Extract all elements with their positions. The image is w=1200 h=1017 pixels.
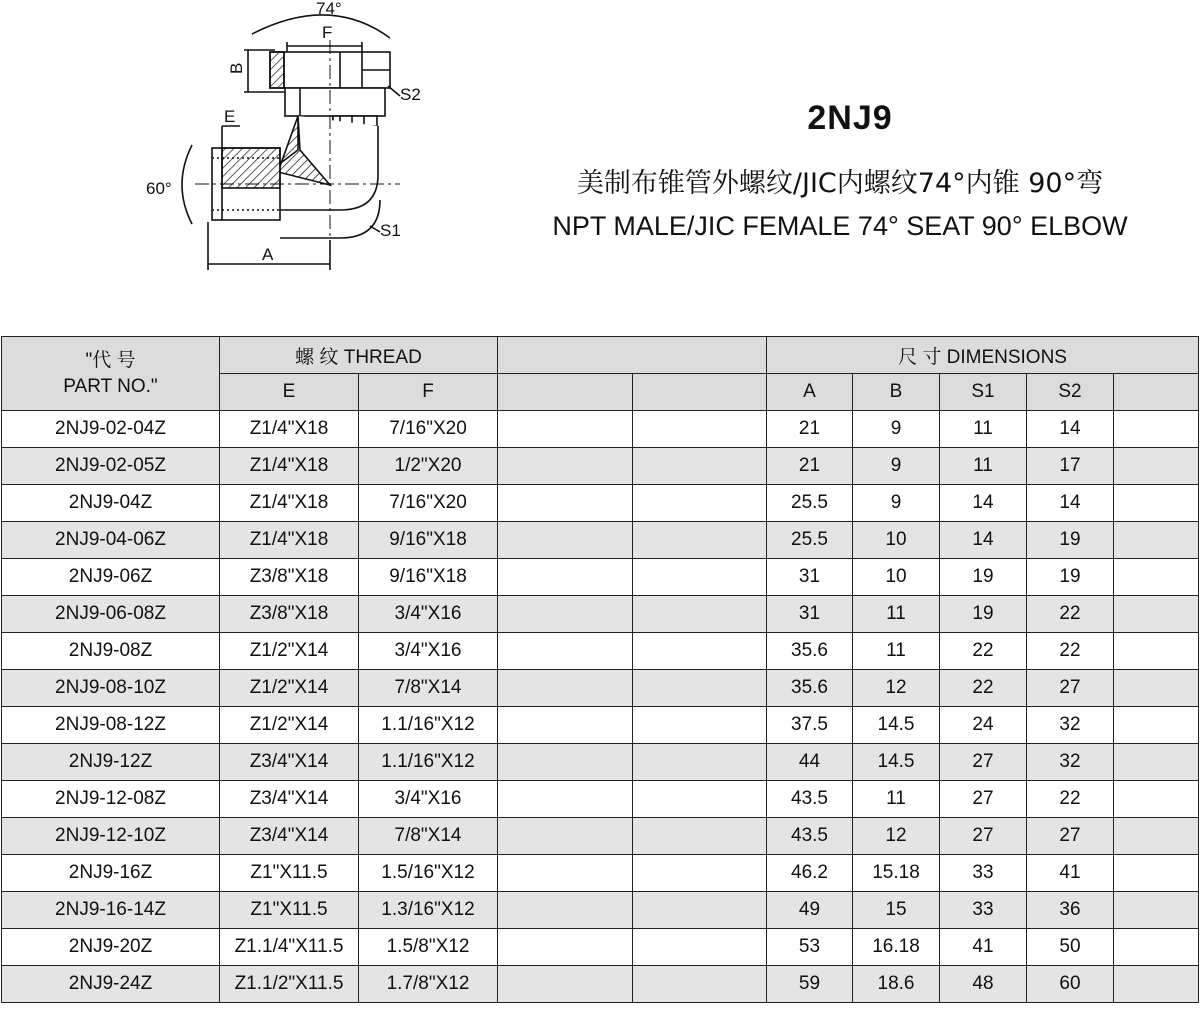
dim-s1-cell: 24 xyxy=(940,707,1027,744)
dim-a-cell: 59 xyxy=(767,966,853,1003)
part-number-cell: 2NJ9-08-10Z xyxy=(2,670,220,707)
thread-f-cell: 1.5/8"X12 xyxy=(359,929,498,966)
thread-f-cell: 1/2"X20 xyxy=(359,448,498,485)
blank-header xyxy=(498,337,767,374)
blank-cell xyxy=(1114,448,1199,485)
thread-f-cell: 3/4"X16 xyxy=(359,596,498,633)
thread-f-cell: 7/16"X20 xyxy=(359,411,498,448)
dim-s2-cell: 22 xyxy=(1027,633,1114,670)
dim-s1-cell: 11 xyxy=(940,411,1027,448)
dim-s1-cell: 14 xyxy=(940,485,1027,522)
product-code: 2NJ9 xyxy=(807,99,893,137)
part-number-cell: 2NJ9-06-08Z xyxy=(2,596,220,633)
label-74deg: 74° xyxy=(316,0,342,18)
col-header-s1: S1 xyxy=(940,374,1027,411)
blank-cell xyxy=(633,485,767,522)
thread-f-cell: 9/16"X18 xyxy=(359,522,498,559)
table-row xyxy=(2,966,1199,1003)
label-e: E xyxy=(224,107,236,126)
col-header-e: E xyxy=(220,374,359,411)
thread-f-cell: 3/4"X16 xyxy=(359,781,498,818)
dim-b-cell: 16.18 xyxy=(853,929,940,966)
blank-cell xyxy=(633,633,767,670)
part-number-cell: 2NJ9-12Z xyxy=(2,744,220,781)
table-row xyxy=(2,855,1199,892)
description-chinese: 美制布锥管外螺纹/JIC内螺纹74°内锥 90°弯 xyxy=(576,168,1104,199)
dim-s1-cell: 41 xyxy=(940,929,1027,966)
dim-s1-cell: 27 xyxy=(940,818,1027,855)
dim-b-cell: 14.5 xyxy=(853,744,940,781)
blank-cell xyxy=(498,596,633,633)
dim-a-cell: 35.6 xyxy=(767,633,853,670)
title-block xyxy=(480,96,1200,244)
blank-cell xyxy=(1114,633,1199,670)
thread-e-cell: Z1/4"X18 xyxy=(220,448,359,485)
dim-s2-cell: 17 xyxy=(1027,448,1114,485)
dim-s1-cell: 33 xyxy=(940,892,1027,929)
thread-e-cell: Z3/8"X18 xyxy=(220,559,359,596)
part-number-header: "代 号 PART NO." xyxy=(2,337,220,411)
blank-cell xyxy=(1114,892,1199,929)
blank-cell xyxy=(633,929,767,966)
dim-s2-cell: 14 xyxy=(1027,485,1114,522)
part-number-cell: 2NJ9-04Z xyxy=(2,485,220,522)
part-number-cell: 2NJ9-12-08Z xyxy=(2,781,220,818)
table-row xyxy=(2,744,1199,781)
dim-b-cell: 18.6 xyxy=(853,966,940,1003)
thread-e-cell: Z3/8"X18 xyxy=(220,596,359,633)
dim-s2-cell: 50 xyxy=(1027,929,1114,966)
dim-b-cell: 11 xyxy=(853,633,940,670)
blank-cell xyxy=(1114,670,1199,707)
dim-a-cell: 35.6 xyxy=(767,670,853,707)
blank-cell xyxy=(633,411,767,448)
dim-b-cell: 11 xyxy=(853,781,940,818)
fitting-technical-drawing xyxy=(140,0,440,272)
label-60deg: 60° xyxy=(146,179,172,198)
part-number-cell: 2NJ9-16-14Z xyxy=(2,892,220,929)
table-row xyxy=(2,818,1199,855)
dim-s2-cell: 41 xyxy=(1027,855,1114,892)
blank-cell xyxy=(633,892,767,929)
blank-cell xyxy=(1114,485,1199,522)
thread-f-cell: 1.1/16"X12 xyxy=(359,744,498,781)
dim-s1-cell: 19 xyxy=(940,596,1027,633)
dim-s1-cell: 14 xyxy=(940,522,1027,559)
thread-e-cell: Z1/4"X18 xyxy=(220,411,359,448)
thread-e-cell: Z1/4"X18 xyxy=(220,485,359,522)
dim-b-cell: 10 xyxy=(853,559,940,596)
dim-s1-cell: 33 xyxy=(940,855,1027,892)
thread-e-cell: Z3/4"X14 xyxy=(220,818,359,855)
dim-a-cell: 31 xyxy=(767,559,853,596)
blank-cell xyxy=(633,855,767,892)
part-number-cell: 2NJ9-08Z xyxy=(2,633,220,670)
blank-cell xyxy=(1114,559,1199,596)
dim-s2-cell: 32 xyxy=(1027,707,1114,744)
thread-f-cell: 1.5/16"X12 xyxy=(359,855,498,892)
dim-s1-cell: 19 xyxy=(940,559,1027,596)
thread-e-cell: Z1/2"X14 xyxy=(220,670,359,707)
dim-b-cell: 15.18 xyxy=(853,855,940,892)
dim-s1-cell: 27 xyxy=(940,781,1027,818)
dim-s1-cell: 22 xyxy=(940,670,1027,707)
part-number-cell: 2NJ9-16Z xyxy=(2,855,220,892)
blank-cell xyxy=(498,744,633,781)
blank-cell xyxy=(498,411,633,448)
dim-s2-cell: 36 xyxy=(1027,892,1114,929)
thread-f-cell: 7/8"X14 xyxy=(359,670,498,707)
dim-a-cell: 37.5 xyxy=(767,707,853,744)
specification-rows xyxy=(2,411,1199,1003)
part-number-cell: 2NJ9-02-04Z xyxy=(2,411,220,448)
thread-header: 螺 纹 THREAD xyxy=(220,337,498,374)
dim-s2-cell: 27 xyxy=(1027,670,1114,707)
thread-e-cell: Z1/2"X14 xyxy=(220,707,359,744)
blank-cell xyxy=(633,966,767,1003)
table-row xyxy=(2,485,1199,522)
blank-cell xyxy=(1114,929,1199,966)
blank-cell xyxy=(498,929,633,966)
dim-s2-cell: 19 xyxy=(1027,559,1114,596)
dim-s2-cell: 60 xyxy=(1027,966,1114,1003)
blank-cell xyxy=(1114,411,1199,448)
dim-a-cell: 21 xyxy=(767,411,853,448)
blank-cell xyxy=(498,892,633,929)
dim-a-cell: 43.5 xyxy=(767,818,853,855)
part-number-cell: 2NJ9-08-12Z xyxy=(2,707,220,744)
thread-e-cell: Z1"X11.5 xyxy=(220,892,359,929)
dim-b-cell: 11 xyxy=(853,596,940,633)
blank-cell xyxy=(498,818,633,855)
blank-cell xyxy=(633,522,767,559)
blank-cell xyxy=(633,448,767,485)
table-row xyxy=(2,448,1199,485)
blank-cell xyxy=(498,966,633,1003)
table-row xyxy=(2,781,1199,818)
dim-s2-cell: 22 xyxy=(1027,596,1114,633)
blank-cell xyxy=(1114,855,1199,892)
table-row xyxy=(2,596,1199,633)
thread-f-cell: 7/16"X20 xyxy=(359,485,498,522)
thread-f-cell: 9/16"X18 xyxy=(359,559,498,596)
label-s2: S2 xyxy=(400,85,421,104)
blank-cell xyxy=(1114,744,1199,781)
table-row xyxy=(2,707,1199,744)
dim-b-cell: 9 xyxy=(853,485,940,522)
dim-b-cell: 15 xyxy=(853,892,940,929)
thread-e-cell: Z1.1/2"X11.5 xyxy=(220,966,359,1003)
table-row xyxy=(2,892,1199,929)
col-header-s2: S2 xyxy=(1027,374,1114,411)
specification-table xyxy=(1,336,1199,1003)
table-row xyxy=(2,559,1199,596)
dim-a-cell: 43.5 xyxy=(767,781,853,818)
blank-cell xyxy=(498,707,633,744)
blank-cell xyxy=(633,596,767,633)
part-number-cell: 2NJ9-24Z xyxy=(2,966,220,1003)
part-number-cell: 2NJ9-20Z xyxy=(2,929,220,966)
col-header-a: A xyxy=(767,374,853,411)
blank-cell xyxy=(633,707,767,744)
blank-cell xyxy=(1114,966,1199,1003)
dim-s2-cell: 22 xyxy=(1027,781,1114,818)
blank-cell xyxy=(498,781,633,818)
dim-a-cell: 25.5 xyxy=(767,522,853,559)
blank-cell xyxy=(498,633,633,670)
thread-f-cell: 7/8"X14 xyxy=(359,818,498,855)
blank-cell xyxy=(1114,781,1199,818)
thread-e-cell: Z1.1/4"X11.5 xyxy=(220,929,359,966)
col-header-blank-2 xyxy=(633,374,767,411)
part-number-cell: 2NJ9-12-10Z xyxy=(2,818,220,855)
dim-s2-cell: 27 xyxy=(1027,818,1114,855)
table-row xyxy=(2,411,1199,448)
label-f: F xyxy=(322,23,333,42)
blank-cell xyxy=(498,670,633,707)
dim-b-cell: 14.5 xyxy=(853,707,940,744)
table-row xyxy=(2,522,1199,559)
col-header-f: F xyxy=(359,374,498,411)
dim-s2-cell: 14 xyxy=(1027,411,1114,448)
dim-a-cell: 53 xyxy=(767,929,853,966)
thread-e-cell: Z3/4"X14 xyxy=(220,744,359,781)
thread-f-cell: 1.1/16"X12 xyxy=(359,707,498,744)
thread-e-cell: Z1/4"X18 xyxy=(220,522,359,559)
label-s1: S1 xyxy=(380,221,401,240)
table-row xyxy=(2,929,1199,966)
dim-b-cell: 10 xyxy=(853,522,940,559)
dim-s1-cell: 22 xyxy=(940,633,1027,670)
blank-cell xyxy=(633,781,767,818)
label-a: A xyxy=(262,245,274,264)
dim-a-cell: 44 xyxy=(767,744,853,781)
blank-cell xyxy=(498,559,633,596)
dim-a-cell: 21 xyxy=(767,448,853,485)
thread-e-cell: Z1/2"X14 xyxy=(220,633,359,670)
blank-cell xyxy=(633,670,767,707)
blank-cell xyxy=(498,522,633,559)
thread-f-cell: 1.7/8"X12 xyxy=(359,966,498,1003)
dim-b-cell: 12 xyxy=(853,818,940,855)
thread-f-cell: 1.3/16"X12 xyxy=(359,892,498,929)
dim-a-cell: 46.2 xyxy=(767,855,853,892)
dim-s1-cell: 27 xyxy=(940,744,1027,781)
part-number-cell: 2NJ9-02-05Z xyxy=(2,448,220,485)
blank-cell xyxy=(498,485,633,522)
thread-e-cell: Z3/4"X14 xyxy=(220,781,359,818)
blank-cell xyxy=(633,559,767,596)
blank-cell xyxy=(633,818,767,855)
table-row xyxy=(2,670,1199,707)
blank-cell xyxy=(498,855,633,892)
angle-arc-60 xyxy=(182,145,192,224)
dim-b-cell: 12 xyxy=(853,670,940,707)
label-b: B xyxy=(227,62,246,74)
table-row xyxy=(2,633,1199,670)
dim-b-cell: 9 xyxy=(853,411,940,448)
dim-s1-cell: 48 xyxy=(940,966,1027,1003)
dim-s2-cell: 19 xyxy=(1027,522,1114,559)
col-header-blank-3 xyxy=(1114,374,1199,411)
dimensions-header: 尺 寸 DIMENSIONS xyxy=(767,337,1199,374)
dim-a-cell: 31 xyxy=(767,596,853,633)
blank-cell xyxy=(498,448,633,485)
blank-cell xyxy=(1114,596,1199,633)
col-header-b: B xyxy=(853,374,940,411)
dim-s2-cell: 32 xyxy=(1027,744,1114,781)
dim-a-cell: 25.5 xyxy=(767,485,853,522)
thread-e-cell: Z1"X11.5 xyxy=(220,855,359,892)
description-english: NPT MALE/JIC FEMALE 74° SEAT 90° ELBOW xyxy=(552,211,1128,241)
dim-a-cell: 49 xyxy=(767,892,853,929)
blank-cell xyxy=(1114,818,1199,855)
angle-arc-74 xyxy=(252,15,390,38)
col-header-blank-1 xyxy=(498,374,633,411)
blank-cell xyxy=(633,744,767,781)
blank-cell xyxy=(1114,707,1199,744)
blank-cell xyxy=(1114,522,1199,559)
thread-f-cell: 3/4"X16 xyxy=(359,633,498,670)
part-number-cell: 2NJ9-06Z xyxy=(2,559,220,596)
dim-b-cell: 9 xyxy=(853,448,940,485)
part-number-cell: 2NJ9-04-06Z xyxy=(2,522,220,559)
dim-s1-cell: 11 xyxy=(940,448,1027,485)
